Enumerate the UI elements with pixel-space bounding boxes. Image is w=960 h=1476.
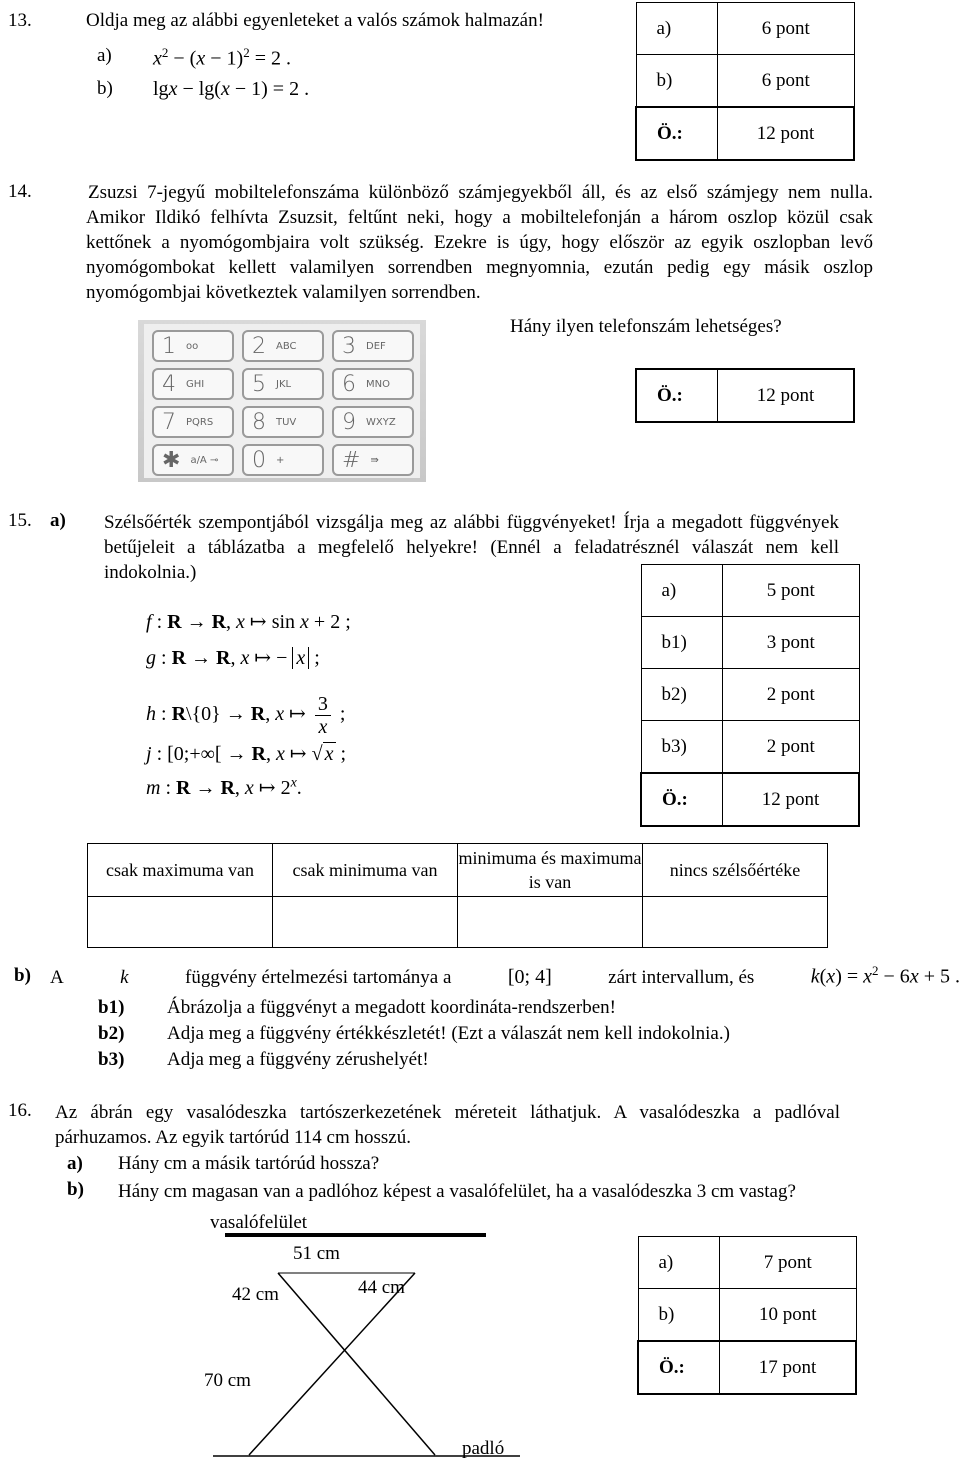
points-row xyxy=(641,721,859,774)
extremum-answer-cell[interactable] xyxy=(458,897,643,948)
keypad-letters: MNO xyxy=(366,378,390,390)
keypad-letters: TUV xyxy=(276,416,297,428)
extremum-answer-table xyxy=(87,843,828,948)
extremum-header-none: nincs szélsőértéke xyxy=(643,844,828,897)
problem-14-number: 14. xyxy=(8,181,32,202)
keypad-key xyxy=(332,330,414,362)
points-value: 6 pont xyxy=(718,3,855,55)
problem-15-a-text: Szélsőérték szempontjából vizsgálja meg az alábbi függvényeket! Írja a megadott függvények betűjeleit a táblázatba a megfelelő helyekre! (Ennél a feladatrésznél válaszát nem kell indokolnia.) xyxy=(104,512,839,583)
points-label: a) xyxy=(638,1237,720,1289)
points-label: a) xyxy=(636,3,718,55)
keypad-key xyxy=(242,406,324,438)
points-value: 6 pont xyxy=(718,55,855,108)
label-floor: padló xyxy=(462,1438,505,1459)
points-row xyxy=(641,617,859,669)
points-total-label: Ö.: xyxy=(636,107,718,160)
points-value: 5 pont xyxy=(723,565,860,617)
extremum-header-min-only: csak minimuma van xyxy=(273,844,458,897)
problem-13-points-table xyxy=(635,2,855,161)
problem-16-a-text: Hány cm a másik tartórúd hossza? xyxy=(118,1153,380,1174)
points-total-value: 12 pont xyxy=(718,369,855,422)
keypad-key xyxy=(332,406,414,438)
points-value: 3 pont xyxy=(723,617,860,669)
label-44-cm: 44 cm xyxy=(358,1277,405,1298)
points-label: b1) xyxy=(641,617,723,669)
keypad-letters: oo xyxy=(186,340,199,352)
points-total-value: 17 pont xyxy=(720,1341,857,1394)
keypad-key xyxy=(242,368,324,400)
keypad-key xyxy=(242,444,324,476)
keypad-key xyxy=(152,330,234,362)
points-total-row xyxy=(641,773,859,826)
keypad-digit: 1 xyxy=(162,333,176,359)
points-value: 2 pont xyxy=(723,669,860,721)
function-m-definition: m : R → R, x ↦ 2$^x$. xyxy=(146,775,302,799)
problem-15-b3-label: b3) xyxy=(98,1049,125,1070)
function-g-definition: g : R → R, x ↦ − x ; xyxy=(146,647,320,669)
label-42-cm: 42 cm xyxy=(232,1284,279,1305)
keypad-key xyxy=(152,406,234,438)
problem-15-b-label: b) xyxy=(14,965,31,986)
extremum-answer-cell[interactable] xyxy=(643,897,828,948)
problem-16-number: 16. xyxy=(8,1100,32,1121)
keypad-digit: 4 xyxy=(162,371,176,397)
function-h-definition: h : R\{0} → R, x ↦ $\frac{3}{x}$ ; xyxy=(146,693,346,738)
problem-15-number: 15. xyxy=(8,510,32,531)
problem-16-text: Az ábrán egy vasalódeszka tartószerkezetének méreteit láthatjuk. A vasalódeszka a padlóval párhuzamos. Az egyik tartórúd 114 cm hosszú. xyxy=(55,1102,840,1148)
points-total-row xyxy=(636,107,854,160)
problem-13-a-equation: $x^2 - (x - 1)^2 = 2$ . xyxy=(153,45,291,70)
points-label: b) xyxy=(638,1289,720,1342)
problem-15-points-table xyxy=(640,564,860,827)
extremum-header-max-only: csak maximuma van xyxy=(88,844,273,897)
points-label: b) xyxy=(636,55,718,108)
problem-16-b-text: Hány cm magasan van a padlóhoz képest a vasalófelület, ha a vasalódeszka 3 cm vastag? xyxy=(118,1181,796,1202)
points-row xyxy=(636,55,854,108)
phone-keypad-image xyxy=(138,320,426,482)
keypad-key xyxy=(332,444,414,476)
keypad-key xyxy=(242,330,324,362)
points-value: 7 pont xyxy=(720,1237,857,1289)
points-total-value: 12 pont xyxy=(723,773,860,826)
problem-15-b2-label: b2) xyxy=(98,1023,125,1044)
points-row xyxy=(636,3,854,55)
label-51-cm: 51 cm xyxy=(293,1243,340,1264)
label-ironing-surface: vasalófelület xyxy=(210,1212,308,1233)
problem-15-b1-label: b1) xyxy=(98,997,125,1018)
keypad-digit: 0 xyxy=(252,447,266,473)
problem-13-a-label: a) xyxy=(97,45,112,66)
keypad-letters: a/A ⊸ xyxy=(190,454,219,466)
keypad-digit: # xyxy=(342,447,361,473)
keypad-letters: DEF xyxy=(366,340,386,352)
problem-16-b-label: b) xyxy=(67,1179,84,1200)
points-label: b2) xyxy=(641,669,723,721)
points-total-label: Ö.: xyxy=(638,1341,720,1394)
keypad-digit: 5 xyxy=(252,371,266,397)
problem-15-b1-text: Ábrázolja a függvényt a megadott koordináta-rendszerben! xyxy=(167,997,616,1018)
problem-13-b-label: b) xyxy=(97,78,113,99)
keypad-digit: 6 xyxy=(342,371,356,397)
keypad-digit: 7 xyxy=(162,409,176,435)
keypad-digit: 8 xyxy=(252,409,266,435)
keypad-letters: ⇛ xyxy=(370,454,379,466)
function-j-definition: j : [0;+∞[ → R, x ↦ √ x ; xyxy=(146,743,347,765)
keypad-digit: ✱ xyxy=(162,447,181,473)
keypad-letters: ABC xyxy=(276,340,297,352)
extremum-header-both: minimuma és maximuma is van xyxy=(458,844,643,897)
keypad-letters: PQRS xyxy=(186,416,214,428)
points-row xyxy=(638,1289,856,1342)
points-total-label: Ö.: xyxy=(641,773,723,826)
extremum-answer-cell[interactable] xyxy=(273,897,458,948)
problem-16-a-label: a) xyxy=(67,1153,83,1174)
points-row xyxy=(638,1237,856,1289)
keypad-letters: JKL xyxy=(276,378,292,390)
points-total-row xyxy=(638,1341,856,1394)
support-rod-left xyxy=(278,1273,435,1455)
label-70-cm: 70 cm xyxy=(204,1370,251,1391)
keypad-digit: 3 xyxy=(342,333,356,359)
keypad-key xyxy=(152,368,234,400)
problem-14-points-table xyxy=(635,368,855,423)
keypad-key xyxy=(332,368,414,400)
extremum-answer-cell[interactable] xyxy=(88,897,273,948)
keypad-key xyxy=(152,444,234,476)
keypad-digit: 2 xyxy=(252,333,266,359)
keypad-letters: WXYZ xyxy=(366,416,396,428)
problem-15-b3-text: Adja meg a függvény zérushelyét! xyxy=(167,1049,429,1070)
problem-15-b-text: A k függvény értelmezési tartománya a [0; 4] zárt intervallum, és $k(x) = x^2 - 6x + 5$ . xyxy=(50,963,960,988)
points-row xyxy=(641,669,859,721)
keypad-letters: GHI xyxy=(186,378,205,390)
problem-13-b-equation: lgx − lg(x − 1) = 2 . xyxy=(153,78,310,100)
keypad-digit: 9 xyxy=(342,409,356,435)
points-value: 2 pont xyxy=(723,721,860,774)
problem-15-b2-text: Adja meg a függvény értékkészletét! (Ezt a válaszát nem kell indokolnia.) xyxy=(167,1023,730,1044)
points-row xyxy=(641,565,859,617)
problem-14-question: Hány ilyen telefonszám lehetséges? xyxy=(510,316,782,337)
points-total-row xyxy=(636,369,854,422)
problem-13-stem: Oldja meg az alábbi egyenleteket a valós számok halmazán! xyxy=(86,10,544,31)
ironing-board-figure xyxy=(190,1210,530,1470)
points-label: b3) xyxy=(641,721,723,774)
keypad-letters: + xyxy=(276,454,285,466)
points-value: 10 pont xyxy=(720,1289,857,1342)
problem-16-points-table xyxy=(637,1236,857,1395)
function-f-definition: f : R → R, x ↦ sin x + 2 ; xyxy=(146,611,351,633)
problem-15-a-label: a) xyxy=(50,510,66,531)
points-total-value: 12 pont xyxy=(718,107,855,160)
problem-14-text: Zsuzsi 7-jegyű mobiltelefonszáma különböző számjegyekből áll, és az első számjegy nem nulla. Amikor Ildikó felhívta Zsuzsit, feltűnt neki, hogy a mobiltelefonján a három oszlop közül csak kettőnek a nyomógombjaira volt szükség. Ezekre is úgy, hogy először az egyik oszlopban levő nyomógombokat kellett valamilyen sorrendben megnyomnia, ezután pedig egy másik oszlop nyomógombjai következtek valamilyen sorrendben. xyxy=(86,182,873,303)
points-total-label: Ö.: xyxy=(636,369,718,422)
problem-13-number: 13. xyxy=(8,10,32,31)
points-label: a) xyxy=(641,565,723,617)
